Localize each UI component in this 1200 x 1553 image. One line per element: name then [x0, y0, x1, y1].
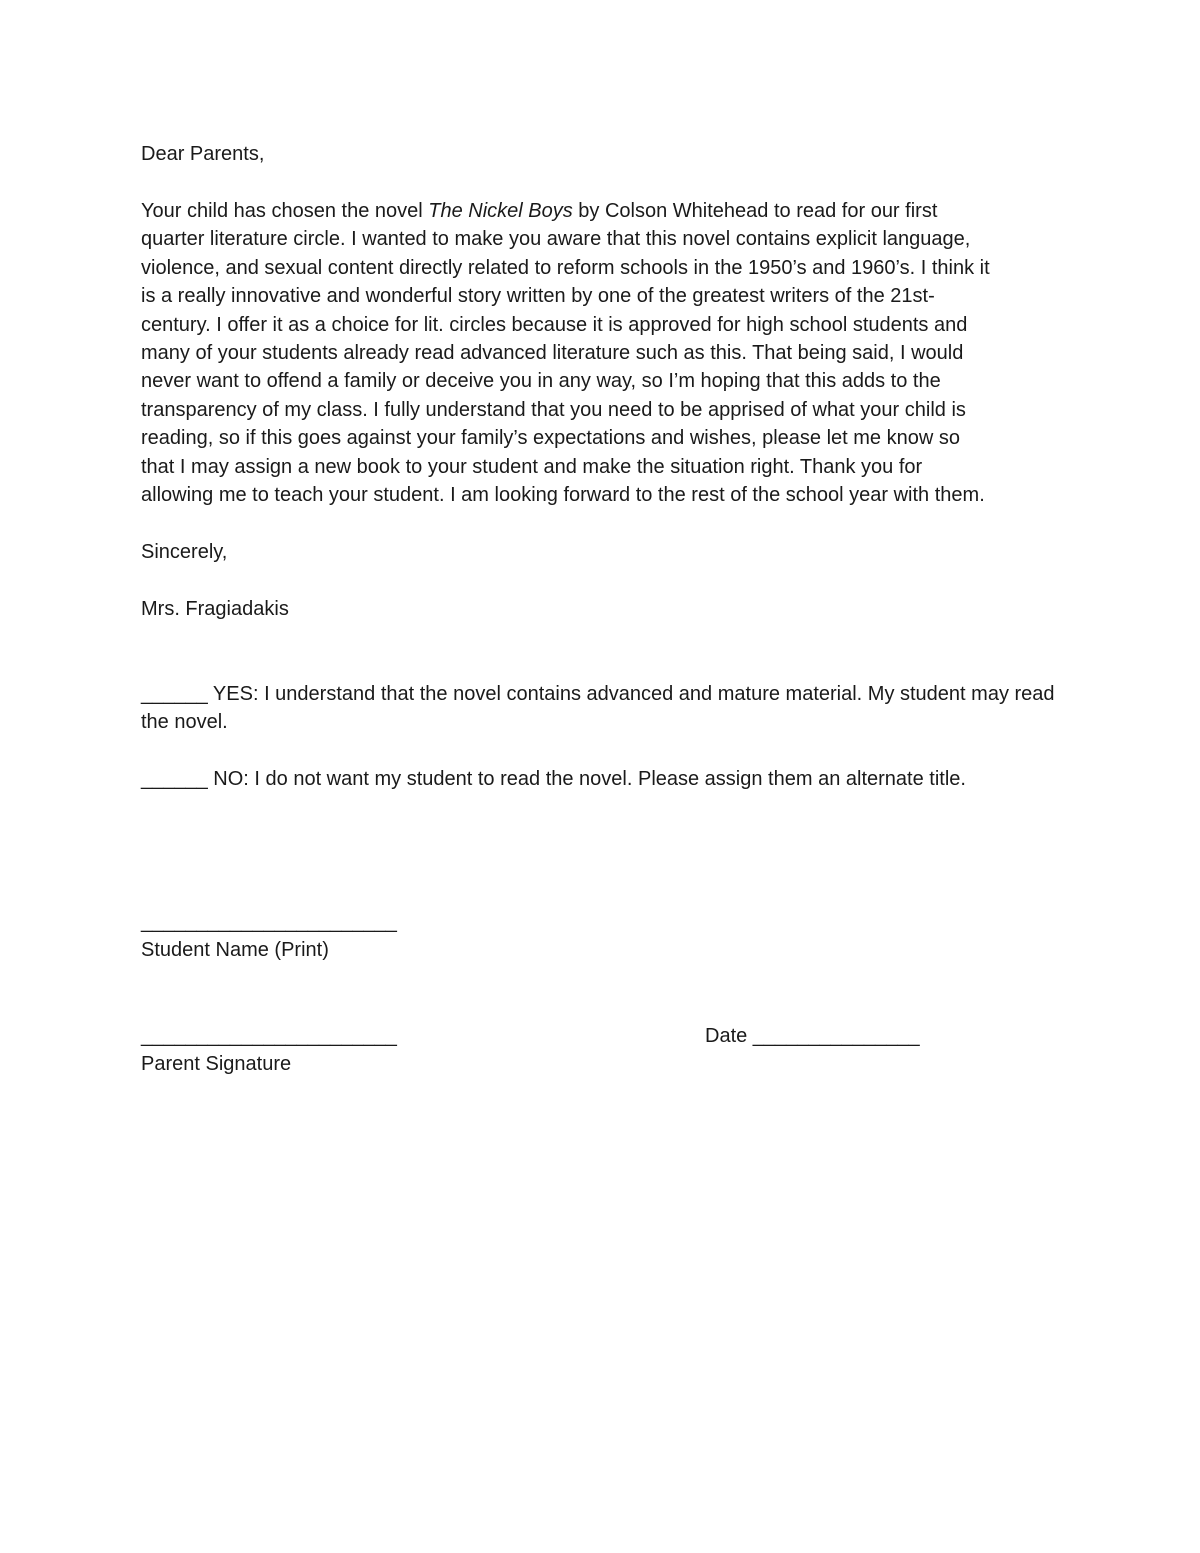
- body-line: quarter literature circle. I wanted to make you aware that this novel contains explicit language,: [141, 228, 971, 251]
- student-name-label: Student Name (Print): [141, 939, 329, 961]
- body-line: that I may assign a new book to your student and make the situation right. Thank you for: [141, 455, 923, 478]
- yes-option-line[interactable]: ______ YES: I understand that the novel contains advanced and mature material. My student may read the novel.: [141, 683, 1055, 734]
- body-line: allowing me to teach your student. I am looking forward to the rest of the school year with them.: [141, 484, 985, 507]
- student-name-blank[interactable]: _______________________: [141, 911, 397, 933]
- body-line: never want to offend a family or deceive you in any way, so I’m hoping that this adds to the: [141, 370, 941, 393]
- body-line: transparency of my class. I fully understand that you need to be apprised of what your child is: [141, 398, 966, 421]
- letter-greeting: Dear Parents,: [141, 143, 265, 165]
- body-line-text: Your child has chosen the novel: [141, 200, 429, 222]
- signer-name: Mrs. Fragiadakis: [141, 598, 289, 620]
- body-line: violence, and sexual content directly related to reform schools in the 1950’s and 1960’s. I think it: [141, 256, 990, 279]
- no-option-line[interactable]: ______ NO: I do not want my student to read the novel. Please assign them an alternate title.: [141, 768, 966, 790]
- parent-signature-blank[interactable]: _______________________: [141, 1025, 397, 1047]
- body-line: century. I offer it as a choice for lit. circles because it is approved for high school students and: [141, 313, 968, 336]
- body-line: reading, so if this goes against your family’s expectations and wishes, please let me know so: [141, 427, 960, 450]
- body-line: many of your students already read advanced literature such as this. That being said, I would: [141, 342, 964, 365]
- letter-body: [141, 197, 1071, 509]
- body-line: is a really innovative and wonderful story written by one of the greatest writers of the 21st-: [141, 285, 935, 308]
- body-line: [141, 197, 1071, 225]
- book-title: The Nickel Boys: [428, 200, 573, 222]
- parent-signature-label: Parent Signature: [141, 1053, 292, 1075]
- letter-closing: Sincerely,: [141, 541, 228, 563]
- date-field[interactable]: Date _______________: [705, 1025, 920, 1047]
- body-line-text: by Colson Whitehead to read for our first: [572, 200, 938, 222]
